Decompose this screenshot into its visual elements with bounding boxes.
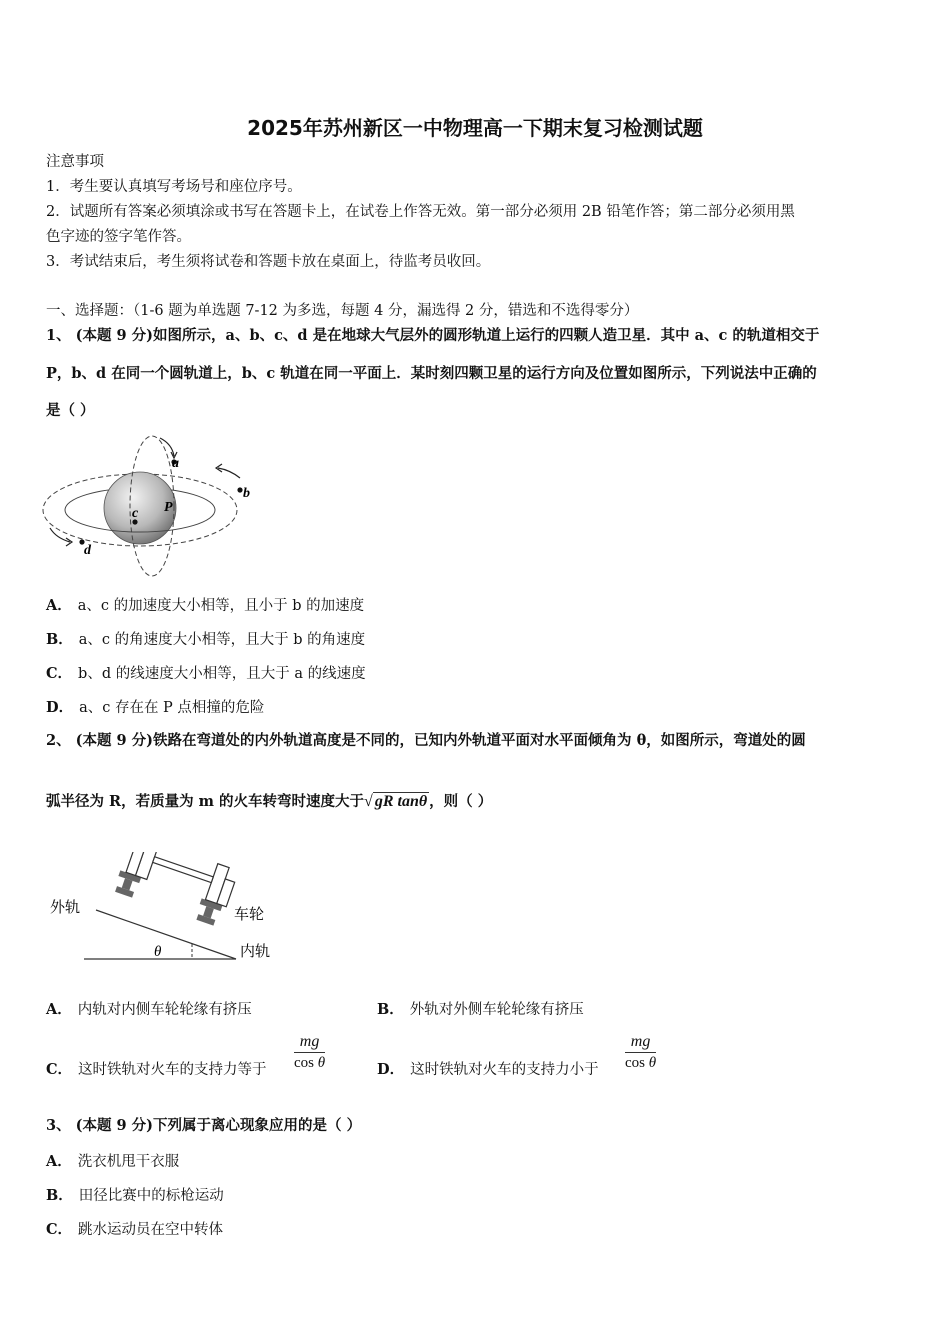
option-letter: B． (377, 1001, 404, 1018)
option-text: b、d 的线速度大小相等，且大于 a 的线速度 (78, 666, 366, 682)
label-outer-rail: 外轨 (50, 900, 81, 916)
q2-stem-pre: 弧半径为 R，若质量为 m 的火车转弯时速度大于 (46, 793, 365, 810)
option-letter: D． (377, 1061, 405, 1078)
option-letter: A． (46, 597, 72, 614)
q3-option-c[interactable] (46, 1218, 223, 1239)
q3-option-a[interactable] (46, 1150, 179, 1171)
option-letter: C． (46, 1221, 73, 1238)
option-text: a、c 存在在 P 点相撞的危险 (79, 700, 265, 716)
label-inner-rail: 内轨 (240, 944, 271, 960)
q1-option-a[interactable] (46, 594, 364, 615)
label-p: P (164, 500, 173, 515)
fraction-mg-over-cos-c (294, 1032, 325, 1073)
option-text: 这时铁轨对火车的支持力小于 (410, 1062, 599, 1078)
sqrt-radicand: gR tanθ (374, 793, 428, 810)
q2-stem-line1: 2、 (本题 9 分)铁路在弯道处的内外轨道高度是不同的，已知内外轨道平面对水平面倾角为 θ，如图所示，弯道处的圆 (46, 732, 806, 749)
label-theta: θ (154, 944, 162, 960)
option-letter: B． (46, 1187, 73, 1204)
option-text: 跳水运动员在空中转体 (78, 1222, 224, 1238)
option-letter: D． (46, 699, 74, 716)
notice-item-2-cont: 色字迹的签字笔作答。 (46, 229, 191, 245)
q2-option-a[interactable] (46, 998, 252, 1019)
option-letter: C． (46, 665, 73, 682)
option-letter: A． (46, 1001, 72, 1018)
frac-denominator: cos θ (625, 1055, 657, 1071)
label-wheel: 车轮 (234, 907, 265, 923)
q3-stem: 3、 (本题 9 分)下列属于离心现象应用的是（ ） (46, 1117, 362, 1134)
option-text: 洗衣机甩干衣服 (77, 1154, 180, 1170)
label-b: b (243, 486, 250, 501)
option-text: 外轨对外侧车轮轮缘有挤压 (409, 1002, 584, 1018)
notice-item-3: 3．考试结束后，考生须将试卷和答题卡放在桌面上，待监考员收回。 (46, 254, 491, 270)
option-letter: A． (46, 1153, 72, 1170)
fraction-mg-over-cos-d (625, 1032, 656, 1073)
q2-stem-post: ，则（ ） (429, 793, 493, 810)
label-d: d (84, 543, 91, 558)
option-text: a、c 的加速度大小相等，且小于 b 的加速度 (77, 598, 365, 614)
satellite-orbit-figure (40, 430, 270, 582)
frac-numerator: mg (294, 1032, 325, 1053)
q3-option-b[interactable] (46, 1184, 224, 1205)
q1-stem-line2: P，b、d 在同一个圆轨道上，b、c 轨道在同一平面上．某时刻四颗卫星的运行方向及位置如图所示，下列说法中正确的 (46, 365, 817, 382)
option-text: 田径比赛中的标枪运动 (78, 1188, 224, 1204)
section-heading: 一、选择题：（1-6 题为单选题 7-12 为多选，每题 4 分，漏选得 2 分，错选和不选得零分） (46, 303, 639, 319)
option-text: 内轨对内侧车轮轮缘有挤压 (77, 1002, 252, 1018)
q2-option-b[interactable] (377, 998, 584, 1019)
q1-stem-line1: 1、 (本题 9 分)如图所示，a、b、c、d 是在地球大气层外的圆形轨道上运行的四颗人造卫星．其中 a、c 的轨道相交于 (46, 327, 820, 344)
q2-option-d[interactable] (377, 1058, 599, 1079)
q1-option-c[interactable] (46, 662, 366, 683)
q1-option-d[interactable] (46, 696, 264, 717)
notice-item-2: 2．试题所有答案必须填涂或书写在答题卡上，在试卷上作答无效。第一部分必须用 2B 铅笔作答；第二部分必须用黑 (46, 204, 795, 220)
option-letter: B． (46, 631, 73, 648)
sqrt-expression: √ gR tanθ (364, 793, 428, 810)
option-letter: C． (46, 1061, 73, 1078)
q1-stem-line3: 是（ ） (46, 402, 95, 419)
option-text: 这时铁轨对火车的支持力等于 (78, 1062, 267, 1078)
frac-numerator: mg (625, 1032, 656, 1053)
q2-stem-line2 (46, 792, 492, 812)
label-a: a (172, 456, 179, 471)
q2-option-c[interactable] (46, 1058, 267, 1079)
notice-item-1: 1．考生要认真填写考场号和座位序号。 (46, 179, 302, 195)
notice-heading: 注意事项 (46, 154, 104, 170)
q1-option-b[interactable] (46, 628, 365, 649)
option-text: a、c 的角速度大小相等，且大于 b 的角速度 (78, 632, 366, 648)
label-c: c (132, 506, 139, 521)
railway-curve-figure (46, 852, 286, 964)
frac-denominator: cos θ (294, 1055, 326, 1071)
page-title: 2025年苏州新区一中物理高一下期末复习检测试题 (247, 116, 703, 140)
